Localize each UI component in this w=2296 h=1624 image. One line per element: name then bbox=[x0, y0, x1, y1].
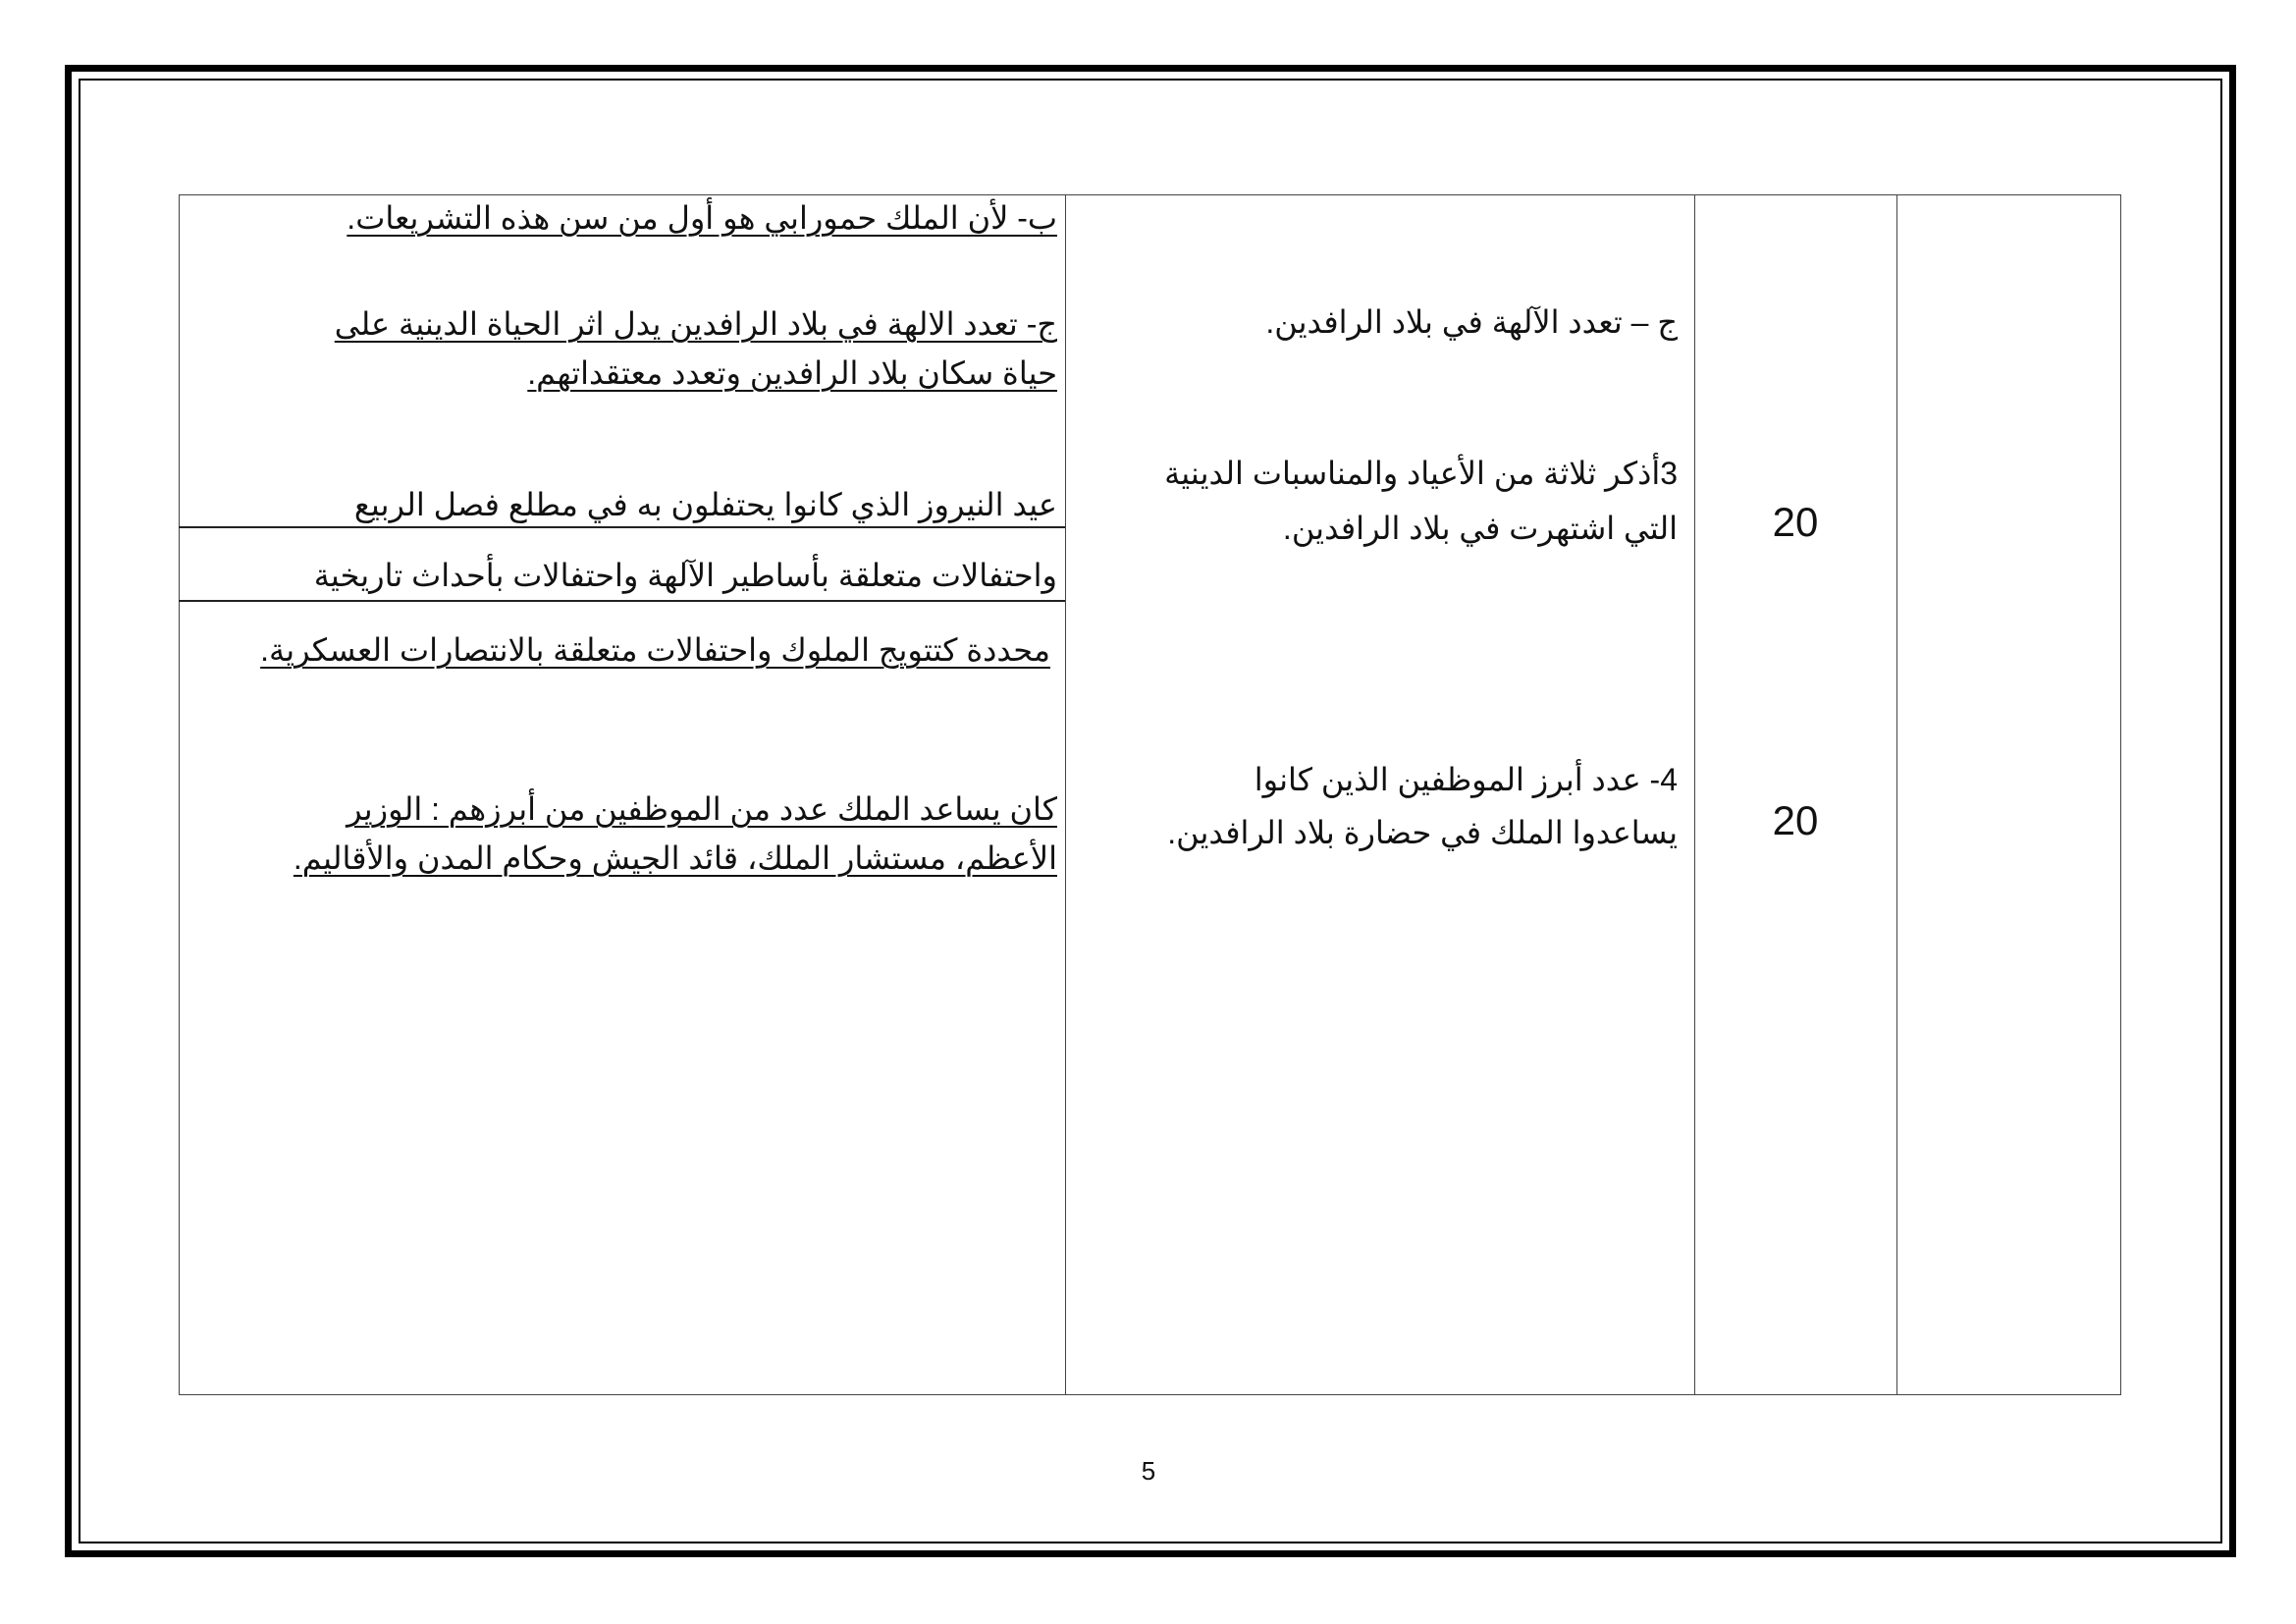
score-question-4: 20 bbox=[1772, 797, 1819, 843]
question-3-line-1: 3أذكر ثلاثة من الأعياد والمناسبات الدينية bbox=[1164, 456, 1678, 491]
question-4-line-2: يساعدوا الملك في حضارة بلاد الرافدين. bbox=[1167, 815, 1678, 850]
answer-c-line-1: ج- تعدد الالهة في بلاد الرافدين يدل اثر الحياة الدينية على bbox=[334, 306, 1057, 342]
answer-officials-line-1: كان يساعد الملك عدد من الموظفين من أبرزهم : الوزير bbox=[347, 791, 1057, 827]
question-4-line-1: 4- عدد أبرز الموظفين الذين كانوا bbox=[1254, 762, 1678, 797]
page-number: 5 bbox=[1141, 1456, 1156, 1486]
answer-feasts-line-2: واحتفالات متعلقة بأساطير الآلهة واحتفالات بأحداث تاريخية bbox=[313, 558, 1057, 593]
answer-feasts-line-3: محددة كتتويج الملوك واحتفالات متعلقة بالانتصارات العسكرية. bbox=[260, 632, 1050, 668]
table-column-divider bbox=[1896, 194, 1897, 1395]
question-c: ج – تعدد الآلهة في بلاد الرافدين. bbox=[1265, 304, 1678, 340]
table-column-divider bbox=[1065, 194, 1066, 1395]
answer-rule bbox=[179, 600, 1065, 602]
answer-b-line: ب- لأن الملك حمورابي هو أول من سن هذه التشريعات. bbox=[347, 200, 1057, 236]
answer-c-line-2: حياة سكان بلاد الرافدين وتعدد معتقداتهم. bbox=[527, 355, 1057, 391]
question-3-line-2: التي اشتهرت في بلاد الرافدين. bbox=[1282, 511, 1678, 546]
answer-rule bbox=[179, 526, 1065, 528]
score-question-3: 20 bbox=[1772, 499, 1819, 545]
table-column-divider bbox=[1694, 194, 1695, 1395]
answer-officials-line-2: الأعظم، مستشار الملك، قائد الجيش وحكام المدن والأقاليم. bbox=[293, 840, 1057, 876]
answer-feasts-line-1: عيد النيروز الذي كانوا يحتفلون به في مطلع فصل الربيع bbox=[353, 487, 1057, 522]
